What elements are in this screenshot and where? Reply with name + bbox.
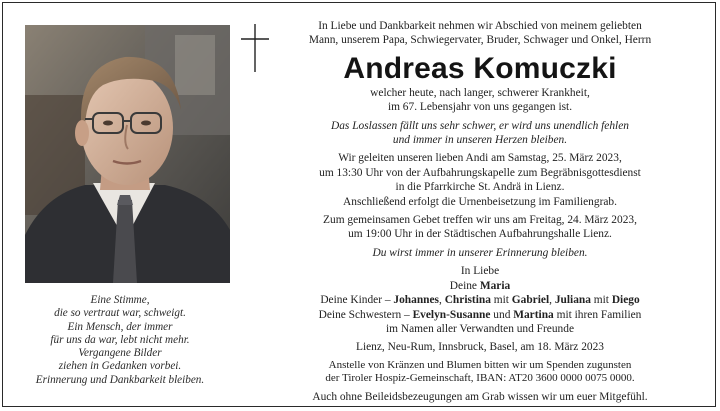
- cross-icon: [240, 24, 270, 74]
- separator: ,: [439, 294, 445, 307]
- child-name: Christina: [444, 294, 491, 307]
- donation-line: der Tiroler Hospiz-Gemeinschaft, IBAN: AT20 3600 0000 0075 0000.: [325, 372, 635, 385]
- funeral-line: um 13:30 Uhr von der Aufbahrungskapelle zum Begräbnisgottesdienst: [319, 166, 641, 179]
- quote-line: und immer in unseren Herzen bleiben.: [392, 134, 568, 147]
- sister-name: Evelyn-Susanne: [412, 308, 491, 321]
- portrait-photo: [25, 25, 230, 283]
- poem-line: für uns da war, lebt nicht mehr.: [50, 333, 190, 346]
- thanks-line: Auch ohne Beileidsbezeugungen am Grab wissen wir um euer Mitgefühl.: [312, 390, 648, 403]
- child-name: Johannes: [393, 294, 439, 307]
- death-line: welcher heute, nach langer, schwerer Krankheit,: [370, 86, 590, 99]
- intro-line: Mann, unserem Papa, Schwiegervater, Bruder, Schwager und Onkel, Herrn: [308, 34, 652, 47]
- poem-line: ziehen in Gedanken vorbei.: [58, 360, 182, 373]
- poem-line: Ein Mensch, der immer: [67, 320, 173, 333]
- obituary-text: [268, 19, 692, 404]
- intro-line: In Liebe und Dankbarkeit nehmen wir Abschied von meinem geliebten: [318, 20, 642, 32]
- prayer-line: um 19:00 Uhr in der Städtischen Aufbahrungshalle Lienz.: [348, 228, 612, 241]
- partner-name: Gabriel: [511, 294, 550, 307]
- donation-line: Anstelle von Kränzen und Blumen bitten wir um Spenden zugunsten: [328, 358, 632, 371]
- poem-line: die so vertraut war, schweigt.: [54, 307, 186, 320]
- partner-name: Diego: [611, 294, 640, 307]
- siblings-prefix: Deine Schwestern –: [318, 308, 413, 321]
- child-name: Juliana: [554, 294, 591, 307]
- siblings-suffix: mit ihren Familien: [553, 308, 642, 321]
- siblings-line: [268, 308, 692, 322]
- separator: mit: [590, 294, 612, 307]
- separator: mit: [490, 294, 512, 307]
- children-prefix: Deine Kinder –: [320, 294, 394, 307]
- poem-line: Erinnerung und Dankbarkeit bleiben.: [35, 373, 205, 386]
- poem-line: Vergangene Bilder: [78, 347, 162, 360]
- poem-line: Eine Stimme,: [90, 294, 150, 306]
- memory-line: Du wirst immer in unserer Erinnerung bleiben.: [372, 246, 588, 259]
- relatives-line: im Namen aller Verwandten und Freunde: [386, 322, 574, 335]
- funeral-line: Anschließend erfolgt die Urnenbeisetzung im Familiengrab.: [343, 195, 617, 208]
- poem: [12, 294, 228, 387]
- death-line: im 67. Lebensjahr von uns gegangen ist.: [387, 101, 573, 114]
- separator: und: [490, 308, 514, 321]
- wife-line: [268, 279, 692, 293]
- quote-line: Das Loslassen fällt uns sehr schwer, er wird uns unendlich fehlen: [331, 119, 629, 132]
- children-line: [268, 293, 692, 307]
- wife-name: Maria: [479, 279, 511, 292]
- sister-name: Martina: [513, 308, 554, 321]
- deceased-name: Andreas Komuczki: [343, 51, 617, 85]
- in-love: In Liebe: [460, 265, 500, 278]
- funeral-line: in die Pfarrkirche St. Andrä in Lienz.: [395, 181, 565, 194]
- prayer-line: Zum gemeinsamen Gebet treffen wir uns am Freitag, 24. März 2023,: [323, 214, 637, 227]
- wife-prefix: Deine: [449, 279, 480, 292]
- funeral-line: Wir geleiten unseren lieben Andi am Samstag, 25. März 2023,: [338, 152, 622, 165]
- separator: ,: [549, 294, 555, 307]
- place-date: Lienz, Neu-Rum, Innsbruck, Basel, am 18. März 2023: [355, 341, 604, 354]
